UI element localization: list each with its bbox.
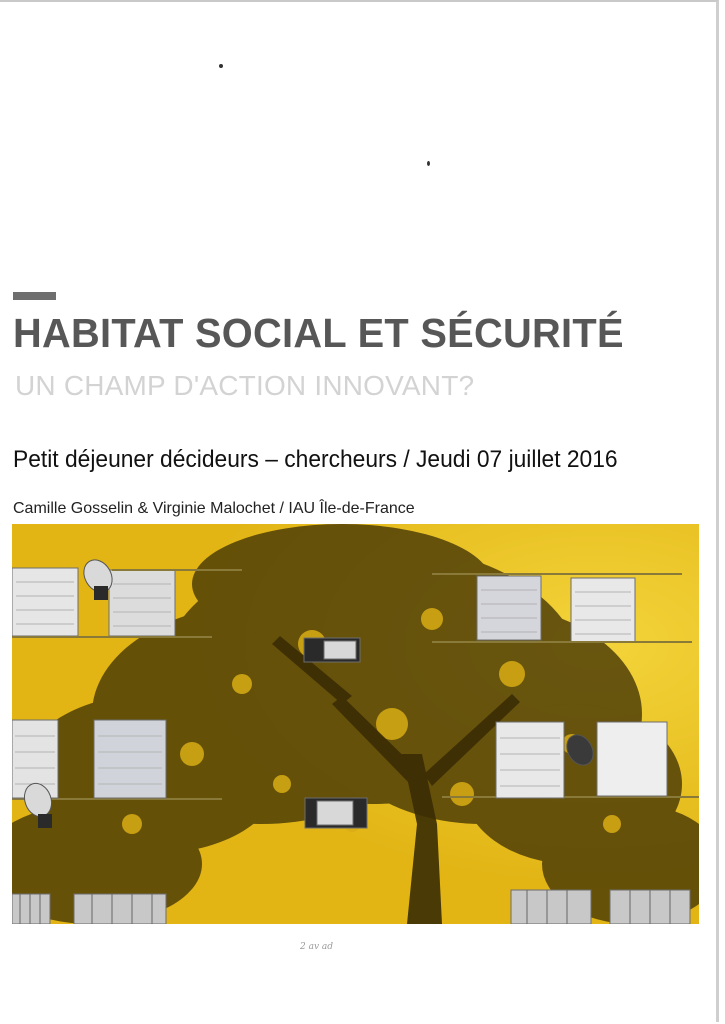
accent-bar xyxy=(13,292,56,300)
event-line: Petit déjeuner décideurs – chercheurs / Jeudi 07 juillet 2016 xyxy=(13,446,618,473)
handwritten-note: 2 av ad xyxy=(300,942,334,952)
authors-line: Camille Gosselin & Virginie Malochet / IAU Île-de-France xyxy=(13,500,415,517)
document-title: HABITAT SOCIAL ET SÉCURITÉ xyxy=(13,310,624,356)
scan-speck xyxy=(219,64,223,68)
document-subtitle: UN CHAMP D'ACTION INNOVANT? xyxy=(15,370,475,401)
scan-speck xyxy=(427,161,430,166)
cover-photo xyxy=(12,524,699,924)
